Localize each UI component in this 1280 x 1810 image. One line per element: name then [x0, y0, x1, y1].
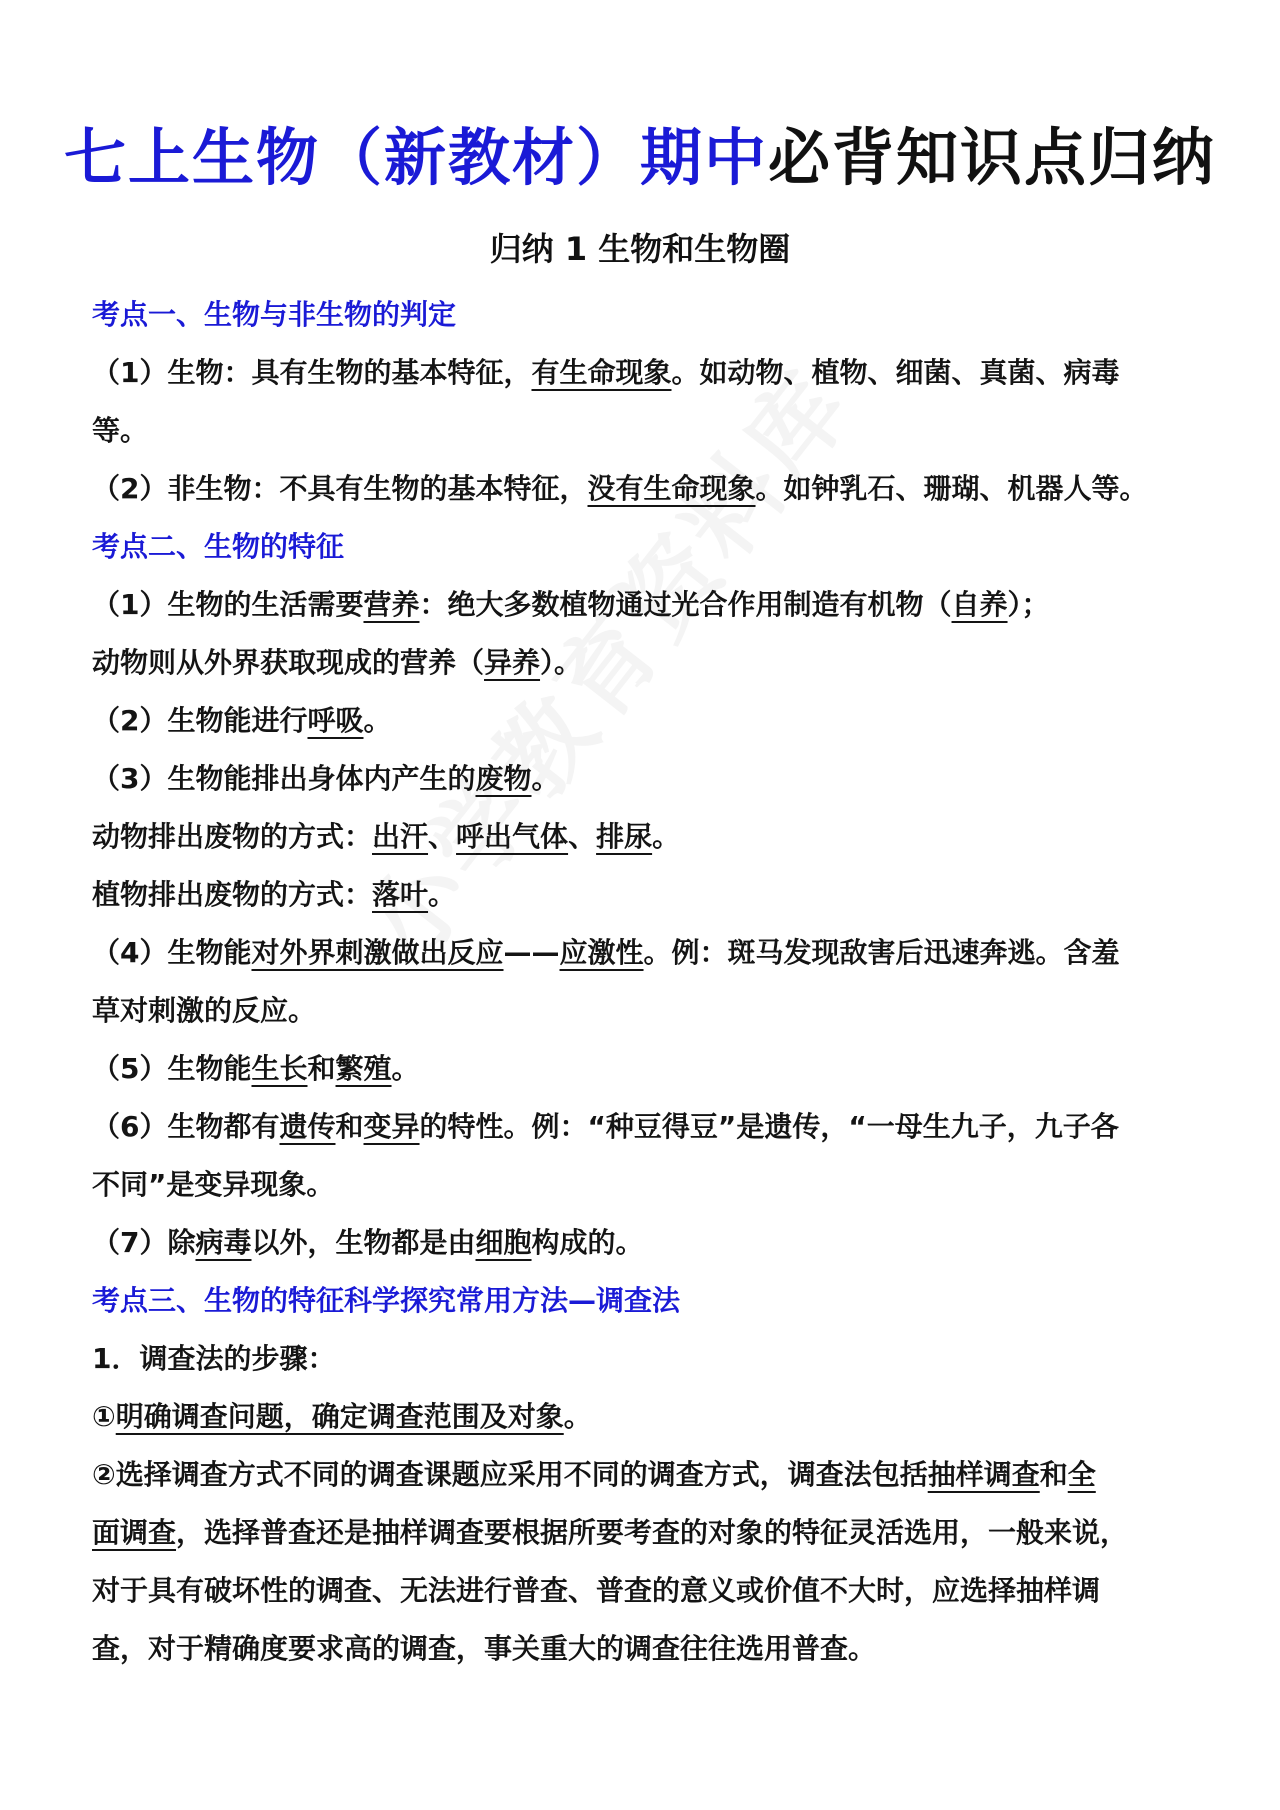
text-line	[92, 634, 1212, 692]
text-segment: ）；	[1007, 588, 1050, 621]
text-line	[92, 1040, 1212, 1098]
text-segment: 查，对于精确度要求高的调查，事关重大的调查往往选用普查。	[92, 1632, 877, 1665]
key-term: 呼吸	[307, 704, 364, 737]
text-segment: 构成的。	[531, 1226, 644, 1259]
key-term: 废物	[475, 762, 532, 795]
text-segment: 动物则从外界获取现成的营养（	[92, 646, 485, 679]
text-line	[92, 576, 1212, 634]
key-term: 落叶	[372, 878, 429, 911]
text-segment: （4）生物能	[92, 936, 252, 969]
text-segment: 考点二、生物的特征	[92, 530, 345, 563]
text-line	[92, 1388, 1212, 1446]
section-subtitle: 归纳 1 生物和生物圈	[489, 230, 791, 268]
text-segment: ②选择调查方式不同的调查课题应采用不同的调查方式，调查法包括	[92, 1458, 928, 1491]
text-segment: 1．调查法的步骤：	[92, 1342, 336, 1375]
text-line	[92, 1330, 1212, 1388]
text-segment: 植物排出废物的方式：	[92, 878, 373, 911]
text-segment: 的特性。例：“种豆得豆”是遗传，“一母生九子，九子各	[419, 1110, 1119, 1143]
key-term: 应激性	[559, 936, 644, 969]
key-term: 遗传	[279, 1110, 336, 1143]
text-segment: 对于具有破坏性的调查、无法进行普查、普查的意义或价值不大时，应选择抽样调	[92, 1574, 1101, 1607]
text-segment: （2）非生物：不具有生物的基本特征，	[92, 472, 588, 505]
key-term: 有生命现象	[531, 356, 672, 389]
key-term: 病毒	[195, 1226, 252, 1259]
text-segment: （5）生物能	[92, 1052, 252, 1085]
key-term: 没有生命现象	[587, 472, 756, 505]
text-segment: ①	[92, 1400, 116, 1433]
text-segment: （2）生物能进行	[92, 704, 308, 737]
key-term: 出汗	[372, 820, 429, 853]
text-segment: 考点三、生物的特征科学探究常用方法—调查法	[92, 1284, 681, 1317]
title-black-part: 必背知识点归纳	[768, 121, 1217, 194]
text-line	[92, 1446, 1212, 1504]
text-segment: 不同”是变异现象。	[92, 1168, 335, 1201]
key-term: 对外界刺激做出反应	[251, 936, 504, 969]
key-term: 繁殖	[335, 1052, 392, 1085]
text-segment: （1）生物：具有生物的基本特征，	[92, 356, 532, 389]
text-segment: （1）生物的生活需要	[92, 588, 364, 621]
text-line	[92, 808, 1212, 866]
key-term: 生长	[251, 1052, 308, 1085]
text-segment: 。	[531, 762, 560, 795]
text-segment: 和	[307, 1052, 336, 1085]
text-segment: ——	[503, 936, 560, 969]
key-term: 全	[1067, 1458, 1096, 1491]
text-line	[92, 1504, 1212, 1562]
key-term: 明确调查问题，确定调查范围及对象	[115, 1400, 564, 1433]
key-term: 细胞	[475, 1226, 532, 1259]
text-line	[92, 924, 1212, 982]
text-segment: 考点一、生物与非生物的判定	[92, 298, 457, 331]
text-segment: 。	[363, 704, 392, 737]
text-line	[92, 692, 1212, 750]
text-segment: 草对刺激的反应。	[92, 994, 317, 1027]
text-line	[92, 866, 1212, 924]
text-line	[92, 1098, 1212, 1156]
text-segment: （3）生物能排出身体内产生的	[92, 762, 476, 795]
key-term: 排尿	[596, 820, 653, 853]
text-line	[92, 1156, 1212, 1214]
text-segment: 以外，生物都是由	[251, 1226, 476, 1259]
text-segment: （6）生物都有	[92, 1110, 280, 1143]
section-heading	[92, 286, 1212, 344]
text-line	[92, 1620, 1212, 1678]
text-segment: 等。	[92, 414, 149, 447]
text-line	[92, 1562, 1212, 1620]
key-term: 自养	[951, 588, 1008, 621]
key-term: 面调查	[92, 1516, 177, 1549]
page-title	[0, 108, 1280, 197]
text-segment: 。	[391, 1052, 420, 1085]
title-blue-part: 七上生物（新教材）期中	[63, 121, 768, 194]
text-line	[92, 460, 1212, 518]
text-segment: ）。	[540, 646, 583, 679]
text-segment: 、	[568, 820, 597, 853]
text-line	[92, 344, 1212, 402]
text-segment: 和	[335, 1110, 364, 1143]
section-heading	[92, 1272, 1212, 1330]
text-segment: （7）除	[92, 1226, 196, 1259]
document-body	[92, 286, 1212, 1678]
text-segment: 。	[652, 820, 681, 853]
text-segment: 动物排出废物的方式：	[92, 820, 373, 853]
text-segment: 和	[1039, 1458, 1068, 1491]
text-line	[92, 750, 1212, 808]
key-term: 异养	[484, 646, 541, 679]
text-segment: ，选择普查还是抽样调查要根据所要考查的对象的特征灵活选用，一般来说，	[176, 1516, 1129, 1549]
key-term: 呼出气体	[456, 820, 569, 853]
text-line	[92, 982, 1212, 1040]
section-heading	[92, 518, 1212, 576]
text-segment: 。例：斑马发现敌害后迅速奔逃。含羞	[643, 936, 1120, 969]
text-segment: 。如动物、植物、细菌、真菌、病毒	[671, 356, 1120, 389]
text-segment: 。如钟乳石、珊瑚、机器人等。	[755, 472, 1148, 505]
key-term: 营养	[363, 588, 420, 621]
key-term: 变异	[363, 1110, 420, 1143]
text-line	[92, 1214, 1212, 1272]
text-segment: ：绝大多数植物通过光合作用制造有机物（	[419, 588, 952, 621]
text-segment: 。	[563, 1400, 592, 1433]
text-segment: 。	[428, 878, 457, 911]
text-segment: 、	[428, 820, 457, 853]
key-term: 抽样调查	[927, 1458, 1040, 1491]
text-line	[92, 402, 1212, 460]
